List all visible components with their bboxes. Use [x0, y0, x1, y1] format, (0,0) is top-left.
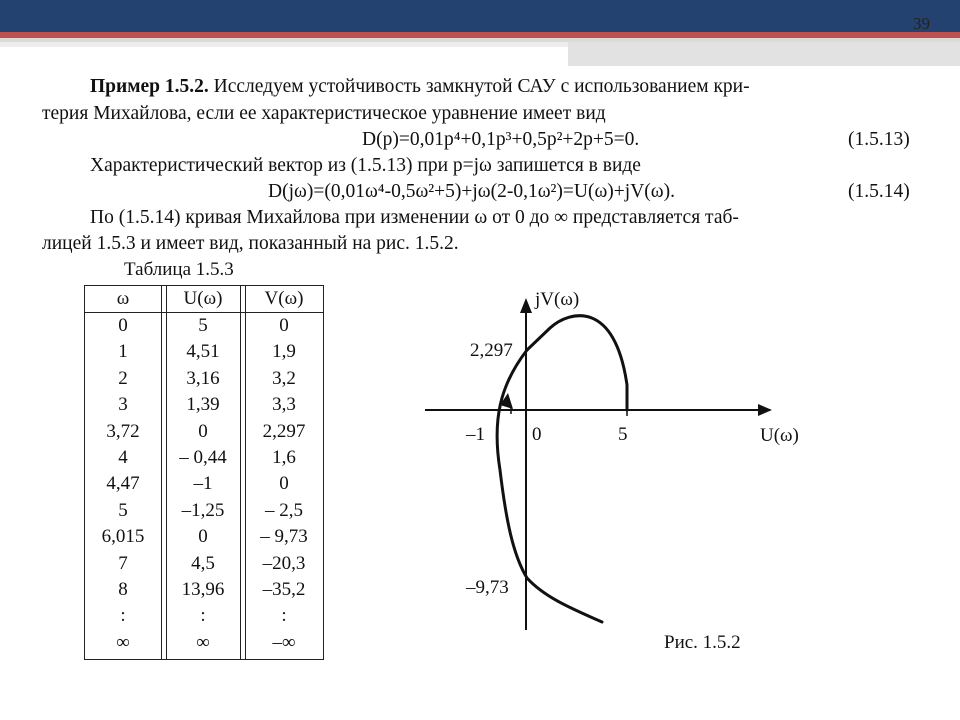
table-cell: 0: [279, 315, 289, 336]
table-cell: 4,47: [106, 473, 140, 495]
paragraph-line-3: Характеристический вектор из (1.5.13) при p=jω запишется в виде: [90, 155, 641, 176]
mikhailov-curve: [497, 316, 627, 622]
page-number: 39: [913, 14, 930, 33]
table-cell: 4,5: [191, 552, 215, 574]
table-caption: Таблица 1.5.3: [124, 259, 234, 280]
y-axis-label: jV(ω): [535, 289, 580, 310]
table-cell: :: [281, 605, 287, 627]
table-cell: 3,2: [272, 367, 296, 389]
table-cell: 6,015: [101, 526, 145, 548]
table-cell: –∞: [272, 631, 296, 653]
paragraph-line-2: терия Михайлова, если ее характеристическое уравнение имеет вид: [42, 103, 606, 124]
paragraph-line-4: По (1.5.14) кривая Михайлова при изменении ω от 0 до ∞ представляется таб-: [90, 207, 739, 228]
equation-2: D(jω)=(0,01ω⁴-0,5ω²+5)+jω(2-0,1ω²)=U(ω)+jV(ω).: [268, 181, 675, 202]
equation-1: D(p)=0,01p⁴+0,1p³+0,5p²+2p+5=0.: [362, 129, 640, 150]
table-cell: :: [120, 605, 126, 627]
table-cell: –20,3: [262, 552, 306, 574]
table-header-omega: ω: [116, 288, 130, 309]
table-header-u: U(ω): [183, 288, 223, 309]
table-cell: – 9,73: [260, 526, 308, 548]
table-cell: :: [200, 605, 206, 627]
table-cell: 1,6: [272, 447, 296, 468]
table-cell: 1,9: [272, 341, 296, 363]
table-cell: –35,2: [262, 579, 306, 600]
y-axis-arrow: [520, 298, 532, 313]
table-cell: 2: [118, 367, 128, 389]
table-cell: –1: [193, 473, 213, 495]
equation-1-number: (1.5.13): [848, 129, 910, 150]
table-cell: 7: [118, 552, 128, 574]
x-axis-label: U(ω): [760, 425, 799, 446]
table-cell: 4,51: [186, 341, 220, 363]
paragraph-line-1-rest: Исследуем устойчивость замкнутой САУ с использованием кри-: [208, 76, 750, 97]
table-cell: 0: [118, 315, 128, 336]
table-cell: ∞: [196, 631, 210, 653]
table-header-v: V(ω): [264, 288, 304, 309]
table-cell: 0: [198, 526, 208, 548]
table-cell: 13,96: [181, 579, 225, 600]
tick-label-minus1: –1: [466, 424, 485, 445]
example-title: Пример 1.5.2.: [90, 76, 209, 97]
table-cell: 2,297: [262, 420, 306, 442]
table-cell: 4: [118, 447, 128, 468]
tick-label-five: 5: [618, 424, 628, 445]
table-cell: 5: [198, 315, 208, 336]
table-cell: 0: [279, 473, 289, 495]
table-cell: – 0,44: [179, 447, 227, 468]
paragraph-line-5: лицей 1.5.3 и имеет вид, показанный на рис. 1.5.2.: [42, 233, 459, 254]
table-cell: – 2,5: [265, 499, 303, 521]
table-cell: 1: [118, 341, 128, 363]
equation-2-number: (1.5.14): [848, 181, 910, 202]
table-cell: –1,25: [181, 499, 225, 521]
tick-label-minus973: –9,73: [466, 577, 509, 598]
table-cell: 3,72: [106, 420, 140, 442]
table-cell: 8: [118, 579, 128, 600]
table-cell: ∞: [116, 631, 130, 653]
table-cell: 1,39: [186, 394, 220, 416]
table-cell: 5: [118, 499, 128, 521]
table-cell: 3,3: [272, 394, 296, 416]
figure-caption: Рис. 1.5.2: [664, 632, 741, 653]
x-axis-arrow: [758, 404, 772, 416]
tick-label-2297: 2,297: [470, 340, 513, 361]
table-cell: 3: [118, 394, 128, 416]
table-cell: 0: [198, 420, 208, 442]
tick-label-zero: 0: [532, 424, 542, 445]
table-cell: 3,16: [186, 367, 220, 389]
